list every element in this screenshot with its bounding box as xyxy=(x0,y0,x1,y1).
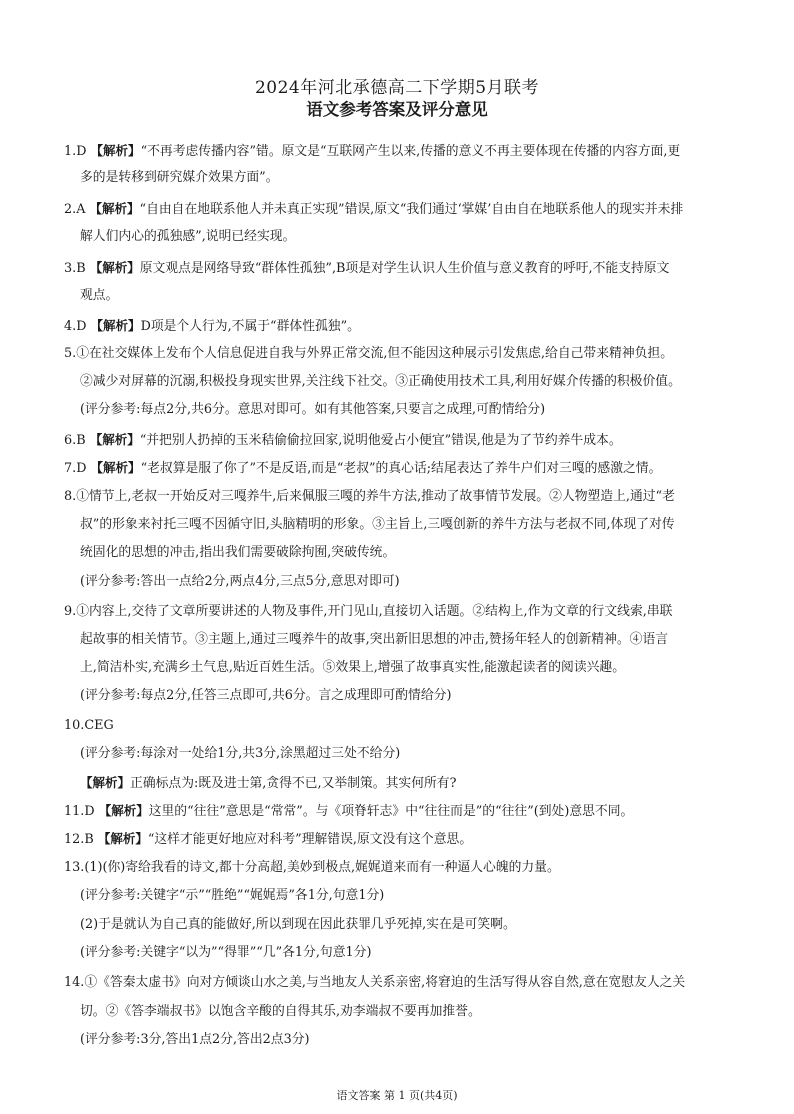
answer-text: “不再考虑传播内容”错。原文是“互联网产生以来,传播的意义不再主要体现在传播的内容方面,更 xyxy=(140,144,681,159)
answer-number: 1.D xyxy=(64,144,91,159)
answer-number: 2.A xyxy=(64,202,90,217)
answer-14-line-1: 14.①《答秦太虚书》向对方倾谈山水之美,与当地友人关系亲密,将窘迫的生活写得从容自然,意在宽慰友人之关 xyxy=(64,975,686,990)
answer-9-line-2: 起故事的相关情节。③主题上,通过三嘎养牛的故事,突出新旧思想的冲击,赞扬年轻人的创新精神。④语言 xyxy=(80,632,669,647)
answer-10-line-1: 10.CEG xyxy=(64,718,114,733)
answer-14-line-2: 切。②《答李端叔书》以饱含辛酸的自得其乐,劝李端叔不要再加推誉。 xyxy=(80,1004,481,1019)
answer-3-line-2: 观点。 xyxy=(80,288,119,303)
answer-9-line-1: 9.①内容上,交待了文章所要讲述的人物及事件,开门见山,直接切入话题。②结构上,作为文章的行文线索,串联 xyxy=(64,604,673,619)
page-title: 2024年河北承德高二下学期5月联考 xyxy=(254,78,540,98)
answer-3-line-1 xyxy=(64,260,669,277)
analysis-label: 【解析】 xyxy=(89,260,140,275)
analysis-label: 【解析】 xyxy=(80,775,131,790)
answer-11-line-1 xyxy=(64,803,633,820)
answer-text: 正确标点为:既及进士第,贪得不已,又举制策。其实何所有? xyxy=(130,776,457,791)
analysis-label: 【解析】 xyxy=(89,201,140,216)
answer-6-line-1 xyxy=(64,432,622,449)
analysis-label: 【解析】 xyxy=(98,803,149,818)
answer-text: D项是个人行为,不属于“群体性孤独”。 xyxy=(140,319,360,334)
answer-13-line-1: 13.(1)(你)寄给我看的诗文,都十分高超,美妙到极点,娓娓道来而有一种逼人心魄的力量。 xyxy=(64,860,560,875)
answer-10-scoring: (评分参考:每涂对一处给1分,共3分,涂黑超过三处不给分) xyxy=(80,746,401,761)
answer-13-scoring-1: (评分参考:关键字“示”“胜绝”“娓娓焉”各1分,句意1分) xyxy=(80,888,385,903)
answer-5-line-1: 5.①在社交媒体上发布个人信息促进自我与外界正常交流,但不能因这种展示引发焦虑,给自己带来精神负担。 xyxy=(64,346,674,361)
answer-4-line-1 xyxy=(64,318,360,335)
answer-9-line-3: 上,简洁朴实,充满乡土气息,贴近百姓生活。⑤效果上,增强了故事真实性,能激起读者的阅读兴趣。 xyxy=(80,660,626,675)
analysis-label: 【解析】 xyxy=(89,432,140,447)
analysis-label: 【解析】 xyxy=(90,318,141,333)
analysis-label: 【解析】 xyxy=(90,143,141,158)
answer-5-scoring: (评分参考:每点2分,共6分。意思对即可。如有其他答案,只要言之成理,可酌情给分) xyxy=(80,402,546,417)
answer-number: 6.B xyxy=(64,433,90,448)
answer-14-scoring: (评分参考:3分,答出1点2分,答出2点3分) xyxy=(80,1032,310,1047)
page-footer: 语文答案 第 1 页(共4页) xyxy=(336,1089,458,1102)
answer-9-scoring: (评分参考:每点2分,任答三点即可,共6分。言之成理即可酌情给分) xyxy=(80,688,452,703)
answer-8-line-2: 叔”的形象来衬托三嘎不因循守旧,头脑精明的形象。③主旨上,三嘎创新的养牛方法与老叔不同,体现了对传 xyxy=(80,517,675,532)
answer-number: 11.D xyxy=(64,804,99,819)
answer-8-line-1: 8.①情节上,老叔一开始反对三嘎养牛,后来佩服三嘎的养牛方法,推动了故事情节发展。②人物塑造上,通过“老 xyxy=(64,489,675,504)
answer-8-line-3: 统固化的思想的冲击,指出我们需要破除拘囿,突破传统。 xyxy=(80,545,396,560)
analysis-label: 【解析】 xyxy=(97,831,148,846)
answer-number: 3.B xyxy=(64,261,90,276)
answer-text: 原文观点是网络导致“群体性孤独”,B项是对学生认识人生价值与意义教育的呼吁,不能支持原文 xyxy=(139,261,670,276)
answer-text: 这里的“往往”意思是“常常”。与《项脊轩志》中“往往而是”的“往往”(到处)意思不同。 xyxy=(148,804,634,819)
analysis-label: 【解析】 xyxy=(90,460,141,475)
answer-7-line-1 xyxy=(64,460,661,477)
answer-2-line-2: 解人们内心的孤独感”,说明已经实现。 xyxy=(80,229,296,244)
answer-text: “自由自在地联系他人并未真正实现”错误,原文“我们通过‘掌媒’自由自在地联系他人的现实并未排 xyxy=(139,202,684,217)
answer-text: “并把别人扔掉的玉米秸偷偷拉回家,说明他爱占小便宜”错误,他是为了节约养牛成本。 xyxy=(139,433,622,448)
answer-text: “这样才能更好地应对科考”理解错误,原文没有这个意思。 xyxy=(147,832,473,847)
answer-5-line-2: ②减少对屏幕的沉溺,积极投身现实世界,关注线下社交。③正确使用技术工具,利用好媒介传播的积极价值。 xyxy=(80,374,681,389)
answer-1-line-2: 多的是转移到研究媒介效果方面”。 xyxy=(80,170,279,185)
answer-2-line-1 xyxy=(64,201,683,218)
answer-10-analysis xyxy=(80,775,456,792)
answer-1-line-1 xyxy=(64,143,680,160)
answer-number: 12.B xyxy=(64,832,98,847)
page-subtitle: 语文参考答案及评分意见 xyxy=(306,100,488,119)
answer-number: 7.D xyxy=(64,461,91,476)
answer-text: “老叔算是服了你了”不是反语,而是“老叔”的真心话;结尾表达了养牛户们对三嘎的感激之情。 xyxy=(140,461,662,476)
answer-12-line-1 xyxy=(64,831,472,848)
answer-13-scoring-2: (评分参考:关键字“以为”“得罪”“几”各1分,句意1分) xyxy=(80,945,372,960)
answer-number: 4.D xyxy=(64,319,91,334)
answer-8-scoring: (评分参考:答出一点给2分,两点4分,三点5分,意思对即可) xyxy=(80,574,400,589)
answer-13-line-2: (2)于是就认为自己真的能做好,所以到现在因此获罪几乎死掉,实在是可笑啊。 xyxy=(80,917,516,932)
